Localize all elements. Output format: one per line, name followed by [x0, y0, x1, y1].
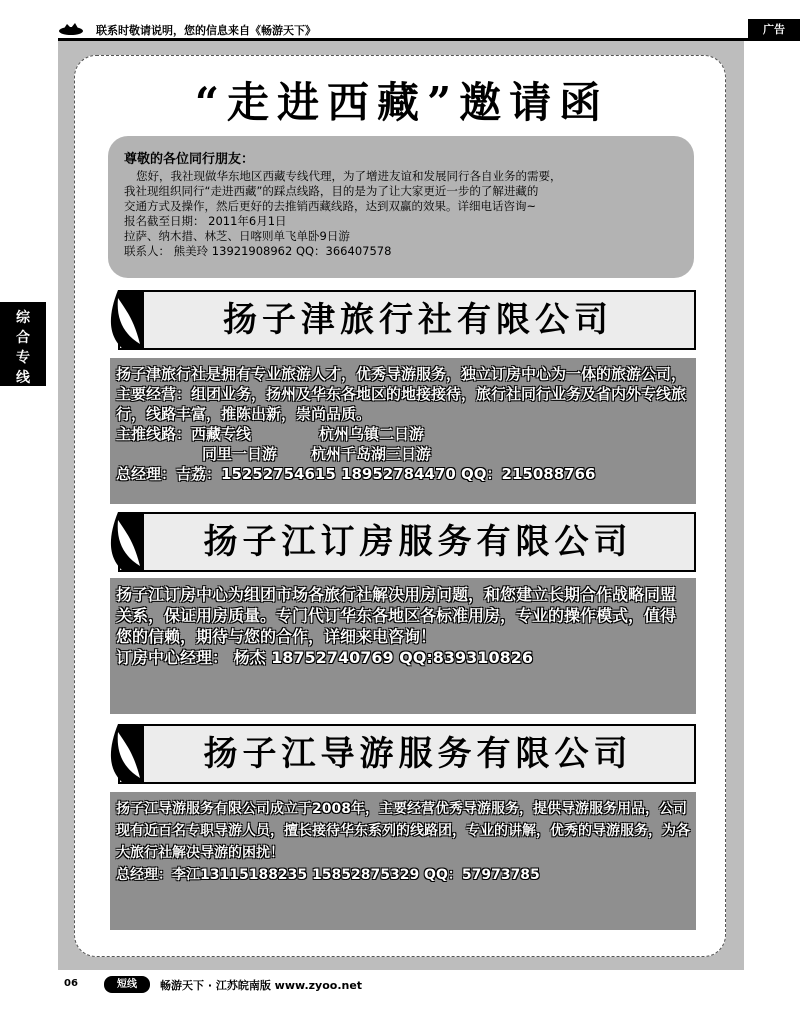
- letter-line: 报名截至日期： 2011年6月1日: [124, 214, 287, 228]
- company-description: 扬子津旅行社是拥有专业旅游人才，优秀导游服务，独立订房中心为一体的旅游公司，主要经营：组团业务，扬州及华东各地区的地接接待，旅行社同行业务及省内外专线旅行，线路丰富，推陈出新，崇尚品质。: [116, 365, 687, 423]
- route-list: [116, 424, 690, 444]
- brand-logo-icon: [58, 22, 84, 36]
- company-banner: [104, 512, 696, 572]
- company-banner: [104, 290, 696, 350]
- company-contact: 总经理：李江13115188235 15852875329 QQ：57973785: [116, 867, 540, 883]
- letter-line: 交通方式及操作，然后更好的去推销西藏线路，达到双赢的效果。详细电话咨询~: [124, 199, 537, 213]
- publication-name: 畅游天下 · 江苏皖南版 www.zyoo.net: [160, 979, 363, 992]
- letter-line: 我社现组织同行“走进西藏”的踩点线路，目的是为了让大家更近一步的了解进藏的: [124, 184, 539, 198]
- side-tab-char: 综: [16, 310, 30, 326]
- route-item: 同里一日游: [202, 445, 278, 463]
- company-info: [110, 358, 696, 504]
- company-name: 扬子江订房服务有限公司: [203, 522, 633, 562]
- letter-line: 联系人： 熊美玲 13921908962 QQ：366407578: [124, 244, 392, 258]
- top-header: [0, 0, 800, 42]
- side-tab-char: 专: [16, 350, 30, 366]
- section-badge: 短线: [104, 976, 150, 993]
- route-item: 西藏专线: [191, 425, 252, 443]
- ad-label: 广告: [748, 19, 800, 40]
- company-description: 扬子江订房中心为组团市场各旅行社解决用房问题，和您建立长期合作战略同盟关系，保证用房质量。专门代订华东各地区各标准用房，专业的操作模式，值得您的信赖，期待与您的合作，详细来电咨询！: [116, 585, 677, 646]
- route-item: 杭州千岛湖三日游: [311, 445, 432, 463]
- side-tab-char: 线: [16, 370, 30, 386]
- page-curl-icon: [104, 290, 144, 350]
- route-item: 杭州乌镇二日游: [319, 425, 425, 443]
- letter-line: 您好，我社现做华东地区西藏专线代理，为了增进友谊和发展同行各自业务的需要，: [136, 169, 562, 183]
- company-name: 扬子江导游服务有限公司: [203, 734, 633, 774]
- page-curl-icon: [104, 512, 144, 572]
- letter-greeting: 尊敬的各位同行朋友：: [124, 152, 255, 167]
- page-curl-icon: [104, 724, 144, 784]
- company-contact: 订房中心经理： 杨杰 18752740769 QQ:839310826: [116, 648, 533, 667]
- page-footer: [0, 972, 800, 1000]
- route-list: [116, 444, 690, 464]
- company-description: 扬子江导游服务有限公司成立于2008年，主要经营优秀导游服务，提供导游服务用品，公司现有近百名专职导游人员，擅长接待华东系列的线路团，专业的讲解，优秀的导游服务，为各大旅行社解决导游的困扰！: [116, 801, 690, 861]
- page-number: 06: [64, 978, 78, 989]
- side-tab-char: 合: [16, 330, 30, 346]
- section-side-tab: [0, 302, 46, 386]
- company-contact: 总经理：吉荔：15252754615 18952784470 QQ：215088766: [116, 465, 596, 483]
- company-banner: [104, 724, 696, 784]
- company-info: [110, 578, 696, 714]
- letter-line: 拉萨、纳木措、林芝、日喀则单飞单卧9日游: [124, 229, 350, 243]
- invitation-title: “走进西藏”邀请函: [194, 78, 610, 127]
- source-notice: 联系时敬请说明，您的信息来自《畅游天下》: [96, 24, 316, 37]
- routes-label: 主推线路：: [116, 425, 192, 443]
- company-name: 扬子津旅行社有限公司: [223, 300, 613, 340]
- invitation-letter: [108, 136, 694, 278]
- company-info: [110, 792, 696, 930]
